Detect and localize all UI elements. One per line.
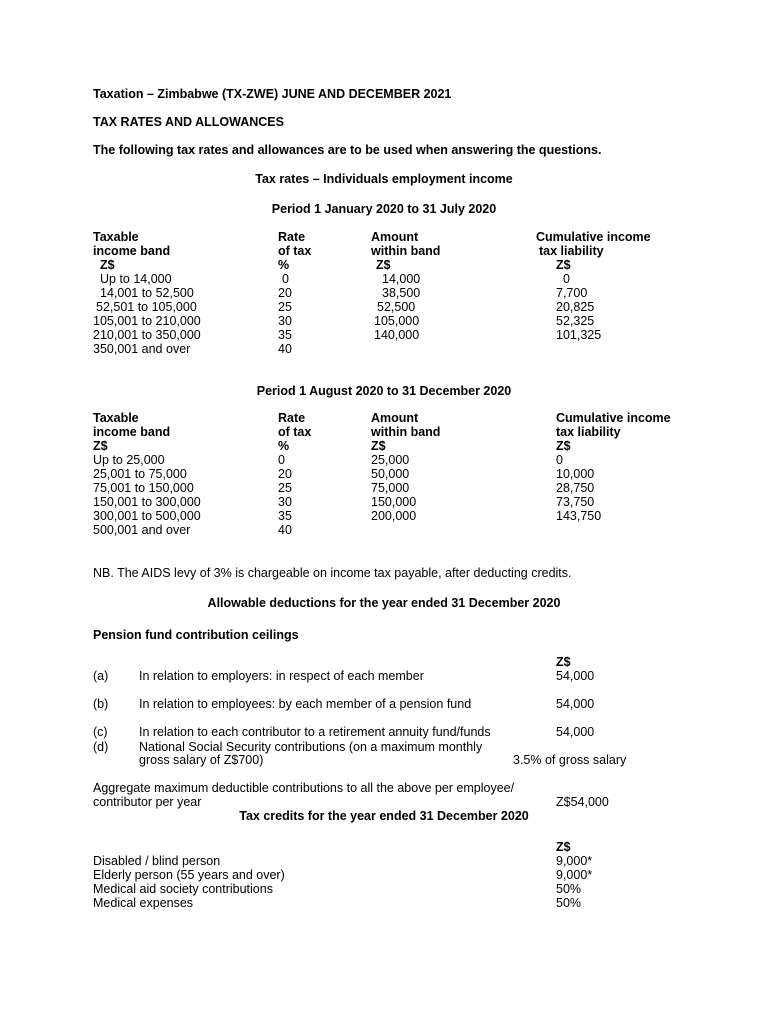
col-header-amount: within band xyxy=(371,244,441,258)
rate-cell: 35 xyxy=(278,328,292,342)
aggregate-text: Aggregate maximum deductible contributions to all the above per employee/ xyxy=(93,781,515,795)
amount-cell: 25,000 xyxy=(371,453,410,467)
credit-value: 50% xyxy=(556,882,582,896)
col-header-band: Z$ xyxy=(93,439,108,453)
period2-title: Period 1 August 2020 to 31 December 2020 xyxy=(256,384,512,398)
rate-cell: 35 xyxy=(278,509,292,523)
intro-text: The following tax rates and allowances are to be used when answering the questions. xyxy=(93,143,602,157)
col-header-cumulative: Z$ xyxy=(556,439,571,453)
col-header-amount: Z$ xyxy=(371,439,386,453)
band-cell: 500,001 and over xyxy=(93,523,191,537)
band-cell: 75,001 to 150,000 xyxy=(93,481,194,495)
band-cell: Up to 25,000 xyxy=(93,453,165,467)
band-cell: 150,001 to 300,000 xyxy=(93,495,201,509)
deductions-currency: Z$ xyxy=(556,655,571,669)
credits-title: Tax credits for the year ended 31 December 2020 xyxy=(239,809,529,823)
col-header-band: Z$ xyxy=(100,258,115,272)
col-header-rate: % xyxy=(278,258,290,272)
credits-currency: Z$ xyxy=(556,840,571,854)
rate-cell: 0 xyxy=(282,272,289,286)
credit-value: 50% xyxy=(556,896,582,910)
aggregate-text: contributor per year xyxy=(93,795,202,809)
deductions-title: Allowable deductions for the year ended 31 December 2020 xyxy=(207,596,561,610)
band-cell: 52,501 to 105,000 xyxy=(96,300,197,314)
band-cell: 300,001 to 500,000 xyxy=(93,509,201,523)
col-header-band: income band xyxy=(93,425,171,439)
rate-cell: 0 xyxy=(278,453,285,467)
item-label: (c) xyxy=(93,725,108,739)
band-cell: 14,001 to 52,500 xyxy=(100,286,194,300)
col-header-amount: Z$ xyxy=(376,258,391,272)
col-header-amount: Amount xyxy=(371,230,419,244)
rate-cell: 20 xyxy=(278,467,292,481)
credit-label: Medical aid society contributions xyxy=(93,882,273,896)
amount-cell: 50,000 xyxy=(371,467,410,481)
item-value: 54,000 xyxy=(556,725,595,739)
band-cell: 25,001 to 75,000 xyxy=(93,467,187,481)
amount-cell: 150,000 xyxy=(371,495,417,509)
rate-cell: 40 xyxy=(278,523,292,537)
pension-title: Pension fund contribution ceilings xyxy=(93,628,299,642)
cumulative-cell: 10,000 xyxy=(556,467,595,481)
amount-cell: 140,000 xyxy=(374,328,420,342)
cumulative-cell: 52,325 xyxy=(556,314,595,328)
amount-cell: 38,500 xyxy=(382,286,421,300)
item-label: (b) xyxy=(93,697,109,711)
cumulative-cell: 73,750 xyxy=(556,495,595,509)
aggregate-value: Z$54,000 xyxy=(556,795,609,809)
col-header-amount: within band xyxy=(371,425,441,439)
amount-cell: 52,500 xyxy=(377,300,416,314)
rate-cell: 30 xyxy=(278,314,292,328)
col-header-amount: Amount xyxy=(371,411,419,425)
document-title: Taxation – Zimbabwe (TX-ZWE) JUNE AND DECEMBER 2021 xyxy=(93,87,452,101)
cumulative-cell: 101,325 xyxy=(556,328,602,342)
col-header-band: income band xyxy=(93,244,171,258)
col-header-cumulative: tax liability xyxy=(556,425,621,439)
credit-label: Medical expenses xyxy=(93,896,194,910)
aids-levy-note: NB. The AIDS levy of 3% is chargeable on income tax payable, after deducting credits. xyxy=(93,566,572,580)
rate-cell: 25 xyxy=(278,300,292,314)
band-cell: 350,001 and over xyxy=(93,342,191,356)
document-subtitle: TAX RATES AND ALLOWANCES xyxy=(93,115,284,129)
col-header-cumulative: Cumulative income xyxy=(536,230,651,244)
col-header-cumulative: Z$ xyxy=(556,258,571,272)
col-header-rate: % xyxy=(278,439,290,453)
col-header-rate: of tax xyxy=(278,244,312,258)
item-label: (d) xyxy=(93,740,109,754)
amount-cell: 105,000 xyxy=(374,314,420,328)
cumulative-cell: 20,825 xyxy=(556,300,595,314)
col-header-rate: of tax xyxy=(278,425,312,439)
rate-cell: 40 xyxy=(278,342,292,356)
item-value: 3.5% of gross salary xyxy=(513,753,627,767)
col-header-band: Taxable xyxy=(93,230,139,244)
col-header-cumulative: tax liability xyxy=(539,244,604,258)
amount-cell: 14,000 xyxy=(382,272,421,286)
period1-title: Period 1 January 2020 to 31 July 2020 xyxy=(271,202,497,216)
rate-cell: 20 xyxy=(278,286,292,300)
item-label: (a) xyxy=(93,669,109,683)
item-text: In relation to employers: in respect of each member xyxy=(139,669,424,683)
col-header-band: Taxable xyxy=(93,411,139,425)
amount-cell: 200,000 xyxy=(371,509,417,523)
item-value: 54,000 xyxy=(556,697,595,711)
item-text: In relation to each contributor to a retirement annuity fund/funds xyxy=(139,725,491,739)
band-cell: 210,001 to 350,000 xyxy=(93,328,201,342)
section-title: Tax rates – Individuals employment income xyxy=(255,172,513,186)
item-text: gross salary of Z$700) xyxy=(139,753,264,767)
credit-value: 9,000* xyxy=(556,854,593,868)
band-cell: Up to 14,000 xyxy=(100,272,172,286)
col-header-rate: Rate xyxy=(278,411,306,425)
cumulative-cell: 28,750 xyxy=(556,481,595,495)
item-value: 54,000 xyxy=(556,669,595,683)
credit-label: Disabled / blind person xyxy=(93,854,221,868)
credit-label: Elderly person (55 years and over) xyxy=(93,868,285,882)
cumulative-cell: 0 xyxy=(563,272,570,286)
cumulative-cell: 7,700 xyxy=(556,286,588,300)
credit-value: 9,000* xyxy=(556,868,593,882)
col-header-rate: Rate xyxy=(278,230,306,244)
band-cell: 105,001 to 210,000 xyxy=(93,314,201,328)
cumulative-cell: 143,750 xyxy=(556,509,602,523)
amount-cell: 75,000 xyxy=(371,481,410,495)
rate-cell: 30 xyxy=(278,495,292,509)
cumulative-cell: 0 xyxy=(556,453,563,467)
item-text: In relation to employees: by each member of a pension fund xyxy=(139,697,472,711)
col-header-cumulative: Cumulative income xyxy=(556,411,671,425)
rate-cell: 25 xyxy=(278,481,292,495)
item-text: National Social Security contributions (on a maximum monthly xyxy=(139,740,483,754)
